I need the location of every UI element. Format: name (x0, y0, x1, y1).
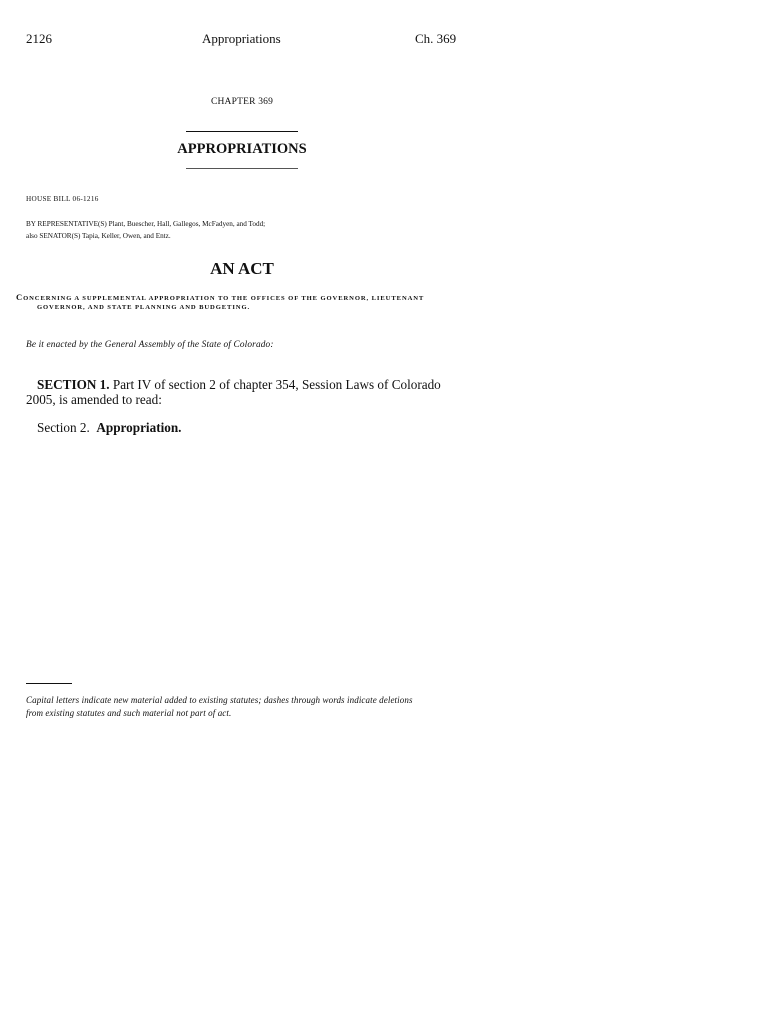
enacting-clause: Be it enacted by the General Assembly of the State of Colorado: (26, 340, 274, 350)
bill-number: HOUSE BILL 06-1216 (26, 195, 99, 203)
concerning-clause-line-2: GOVERNOR, AND STATE PLANNING AND BUDGETING. (37, 304, 251, 311)
footnote-line-1: Capital letters indicate new material added to existing statutes; dashes through words indicate deletions (26, 695, 413, 705)
concerning-line-1-text: ONCERNING A SUPPLEMENTAL APPROPRIATION TO THE OFFICES OF THE GOVERNOR, LIEUTENANT (23, 295, 425, 302)
page-number: 2126 (26, 31, 52, 46)
section-2-heading: Appropriation. (96, 420, 182, 435)
concerning-initial: C (16, 292, 24, 302)
running-title: Appropriations (202, 31, 281, 46)
section-2-line (37, 420, 181, 436)
title-rule-top (186, 131, 298, 132)
title-rule-bottom (186, 168, 298, 169)
section-2-prefix: Section 2. (37, 420, 97, 435)
act-title: AN ACT (210, 259, 274, 278)
chapter-title: APPROPRIATIONS (177, 141, 307, 157)
footnote-line-2: from existing statutes and such material not part of act. (26, 708, 232, 718)
section-1-text: Part IV of section 2 of chapter 354, Session Laws of Colorado (109, 377, 441, 392)
section-1-lead: SECTION 1. (37, 377, 110, 392)
section-1-line-1 (37, 377, 441, 393)
section-1-line-2: 2005, is amended to read: (26, 392, 162, 407)
concerning-clause-line-1 (16, 292, 424, 302)
chapter-reference: Ch. 369 (415, 31, 457, 46)
sponsors-line-2: also SENATOR(S) Tapia, Keller, Owen, and Entz. (26, 232, 171, 240)
chapter-label: CHAPTER 369 (210, 97, 274, 107)
footnote-rule (26, 683, 72, 684)
sponsors-line-1: BY REPRESENTATIVE(S) Plant, Buescher, Hall, Gallegos, McFadyen, and Todd; (26, 220, 266, 228)
